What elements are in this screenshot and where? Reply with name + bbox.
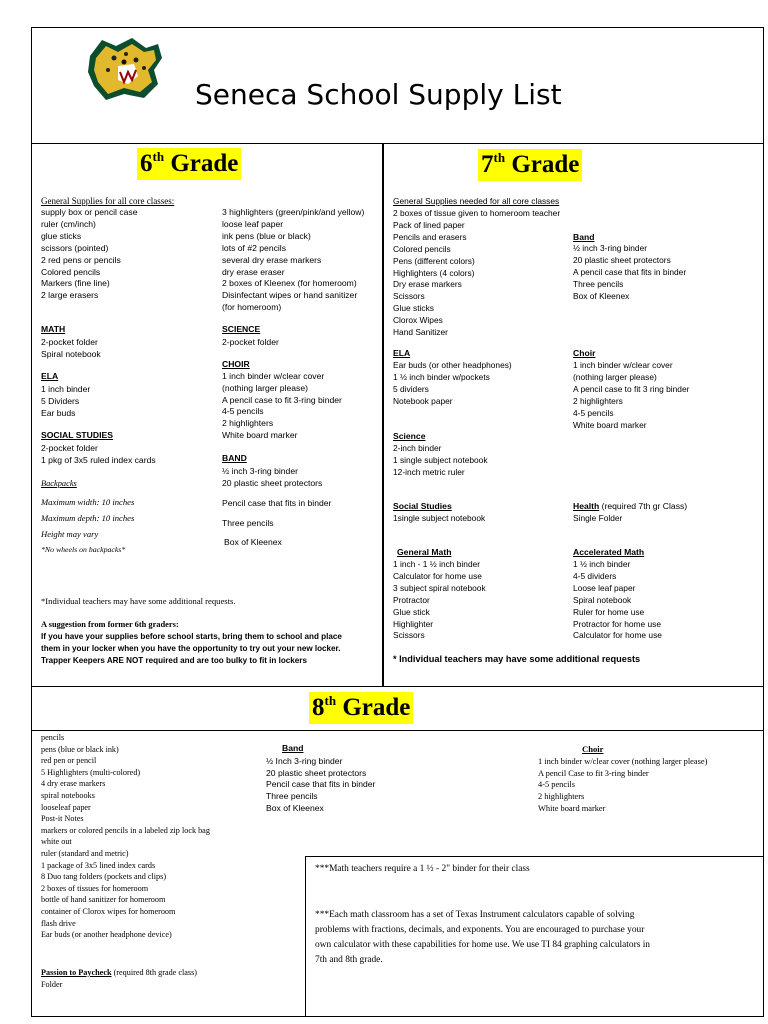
list-item: Markers (fine line)	[41, 278, 110, 289]
list-item: lots of #2 pencils	[222, 242, 287, 253]
list-item: 4-5 pencils	[538, 780, 575, 790]
sixth-grade-heading	[137, 148, 241, 180]
list-item: Pack of lined paper	[393, 219, 465, 230]
list-item: Three pencils	[573, 278, 624, 289]
sixth-suggestion-heading: A suggestion from former 6th graders:	[41, 620, 179, 629]
list-item: 2 boxes of tissues for homeroom	[41, 883, 149, 893]
sixth-choir-list	[222, 371, 342, 442]
list-item: Pencils and erasers	[393, 231, 467, 242]
list-item: pens (blue or black ink)	[41, 744, 119, 754]
sixth-band-list-2	[222, 494, 331, 553]
list-item: 1 ½ inch binder	[573, 559, 631, 569]
list-item: bottle of hand sanitizer for homeroom	[41, 895, 166, 905]
list-item: 2 boxes of Kleenex (for homeroom)	[222, 278, 357, 289]
list-item: A pencil case that fits in binder	[573, 266, 687, 277]
list-item: 1 inch binder w/clear cover (nothing larger please)	[538, 757, 708, 766]
seventh-ela-list	[393, 360, 512, 408]
eighth-band-heading: Band	[282, 743, 304, 753]
list-item: ink pens (blue or black)	[222, 230, 311, 241]
list-item: Ear buds (or other headphones)	[393, 360, 512, 370]
list-item: 20 plastic sheet protectors	[573, 254, 671, 265]
seventh-ss-list	[393, 513, 485, 525]
list-item: A pencil case to fit 3 ring binder	[573, 383, 690, 394]
list-item: (nothing larger please)	[573, 371, 657, 382]
jaguar-logo-icon	[84, 36, 164, 102]
list-item: Dry erase markers	[393, 279, 462, 290]
sixth-grade-suffix: th	[152, 149, 165, 164]
seventh-choir-list	[573, 360, 689, 431]
health-suffix: (required 7th gr Class)	[599, 501, 688, 511]
eighth-grade-number: 8	[312, 694, 325, 721]
sixth-math-heading: MATH	[41, 324, 66, 334]
list-item: looseleaf paper	[41, 802, 91, 812]
list-item: 2 large erasers	[41, 290, 99, 301]
list-item: 1 inch - 1 ½ inch binder	[393, 559, 481, 569]
list-item: 4-5 dividers	[573, 570, 617, 581]
list-item: Clorox Wipes	[393, 315, 443, 326]
health-label: Health	[573, 501, 600, 511]
list-item: 2 red pens or pencils	[41, 254, 121, 265]
seventh-health-heading	[573, 501, 687, 513]
list-item: 1 inch binder w/clear cover	[573, 360, 673, 370]
list-item: supply box or pencil case	[41, 207, 138, 217]
eighth-choir-list	[538, 756, 707, 815]
seventh-general-math-list	[393, 559, 486, 642]
sixth-teacher-note: *Individual teachers may have some additional requests.	[41, 596, 236, 606]
list-item: 8 Duo tang folders (pockets and clips)	[41, 872, 167, 882]
list-item: 20 plastic sheet protectors	[222, 478, 323, 488]
sixth-ela-list	[41, 383, 90, 419]
list-item: pencils	[41, 733, 65, 742]
sixth-ela-heading: ELA	[41, 371, 59, 381]
list-item: Spiral notebook	[41, 349, 101, 359]
seventh-choir-heading: Choir	[573, 348, 596, 358]
list-item: flash drive	[41, 918, 76, 928]
list-item: 2-inch binder	[393, 443, 442, 453]
ptp-label: Passion to Paycheck	[41, 968, 112, 977]
list-item: 3 highlighters (green/pink/and yellow)	[222, 207, 365, 217]
list-item: Hand Sanitizer	[393, 327, 448, 338]
sixth-band-heading: BAND	[222, 453, 247, 463]
list-item: Three pencils	[266, 791, 318, 802]
eighth-band-list	[266, 756, 375, 815]
sixth-general-col1	[41, 207, 138, 302]
list-item: scissors (pointed)	[41, 242, 109, 253]
page-title: Seneca School Supply List	[195, 78, 562, 111]
seventh-band-heading: Band	[573, 232, 595, 242]
list-item: Glue sticks	[393, 303, 434, 314]
seventh-grade-number: 7	[481, 151, 494, 178]
list-item: Ruler for home use	[573, 606, 645, 617]
seventh-band-list	[573, 243, 686, 303]
list-item: Height may vary	[41, 529, 99, 539]
list-item: 2-pocket folder	[222, 337, 279, 347]
list-item: Highlighters (4 colors)	[393, 267, 475, 278]
list-item: 4-5 pencils	[222, 406, 264, 417]
list-item: Ear buds (or another headphone device)	[41, 930, 172, 940]
eighth-ptp-heading	[41, 967, 197, 979]
sixth-ss-list	[41, 442, 156, 466]
text-line: own calculator with these capabilities for home use. We use TI 84 graphing calculators in	[315, 940, 650, 950]
list-item: 2 highlighters	[573, 395, 623, 406]
list-item: Colored pencils	[41, 266, 101, 277]
list-item: markers or colored pencils in a labeled zip lock bag	[41, 825, 210, 835]
text-line: If you have your supplies before school starts, bring them to school and place	[41, 632, 342, 641]
list-item: 20 plastic sheet protectors	[266, 767, 367, 778]
list-item: several dry erase markers	[222, 254, 322, 265]
list-item: 5 Highlighters (multi-colored)	[41, 767, 141, 777]
sixth-science-list	[222, 336, 279, 348]
list-item: Colored pencils	[393, 243, 451, 254]
list-item: ½ Inch 3-ring binder	[266, 756, 343, 766]
list-item: Calculator for home use	[573, 630, 662, 641]
seventh-ela-heading: ELA	[393, 348, 411, 358]
text-line: them in your locker when you have the opportunity to try out your new locker.	[41, 644, 341, 653]
text-line: ***Each math classroom has a set of Texas Instrument calculators capable of solving	[315, 910, 635, 920]
list-item: red pen or pencil	[41, 756, 97, 766]
seventh-science-heading: Science	[393, 431, 426, 441]
list-item: 5 dividers	[393, 383, 429, 394]
list-item: White board marker	[573, 419, 647, 430]
list-item: 3 subject spiral notebook	[393, 582, 486, 593]
list-item: Maximum depth: 10 inches	[41, 513, 135, 523]
list-item: 1 inch binder w/clear cover	[222, 371, 325, 381]
list-item: 2 boxes of tissue given to homeroom teacher	[393, 208, 561, 218]
list-item: Pens (different colors)	[393, 255, 475, 266]
eighth-general-list	[41, 732, 210, 941]
sixth-grade-word: Grade	[170, 150, 239, 177]
seventh-general-heading: General Supplies needed for all core classes	[393, 196, 560, 206]
list-item: spiral notebooks	[41, 790, 95, 800]
seventh-grade-heading	[478, 149, 582, 181]
list-item: dry erase eraser	[222, 266, 285, 277]
text-line: Trapper Keepers ARE NOT required and are too bulky to fit in lockers	[41, 656, 307, 665]
list-item: Disinfectant wipes or hand sanitizer	[222, 290, 358, 301]
seventh-teacher-note: * Individual teachers may have some additional requests	[393, 654, 641, 664]
seventh-science-list	[393, 443, 488, 479]
seventh-general-list	[393, 208, 560, 339]
list-item: (for homeroom)	[222, 302, 282, 313]
seventh-accelerated-math-heading: Accelerated Math	[573, 547, 645, 557]
list-item: Ear buds	[41, 408, 76, 418]
sixth-band-list	[222, 465, 322, 489]
list-item: Scissors	[393, 630, 425, 641]
list-item: Glue stick	[393, 606, 430, 617]
list-item: glue sticks	[41, 230, 82, 241]
text-line: 7th and 8th grade.	[315, 955, 383, 965]
list-item: White board marker	[222, 429, 298, 440]
eighth-grade-word: Grade	[342, 694, 411, 721]
list-item: loose leaf paper	[222, 218, 284, 229]
list-item: 4-5 pencils	[573, 407, 614, 418]
sixth-science-heading: SCIENCE	[222, 324, 261, 334]
list-item: Loose leaf paper	[573, 582, 636, 593]
list-item: 4 dry erase markers	[41, 779, 106, 789]
list-item: Single Folder	[573, 513, 623, 523]
list-item: Pencil case that fits in binder	[266, 779, 376, 790]
seventh-grade-suffix: th	[493, 150, 506, 165]
list-item: Highlighter	[393, 618, 434, 629]
eighth-ptp-list	[41, 979, 62, 991]
sixth-grade-number: 6	[140, 150, 153, 177]
list-item: 1 pkg of 3x5 ruled index cards	[41, 455, 156, 465]
sixth-suggestion-text	[41, 631, 342, 667]
list-item: (nothing larger please)	[222, 382, 308, 393]
eighth-choir-heading: Choir	[582, 744, 604, 754]
sixth-ss-heading: SOCIAL STUDIES	[41, 430, 113, 440]
list-item: Post-it Notes	[41, 814, 84, 824]
list-item: 2-pocket folder	[41, 443, 98, 453]
backpacks-list	[41, 494, 134, 558]
list-item: ½ inch 3-ring binder	[573, 243, 648, 253]
list-item: white out	[41, 837, 72, 847]
list-item: Spiral notebook	[573, 594, 632, 605]
list-item: 2 highlighters	[222, 418, 274, 429]
seventh-health-list	[573, 513, 622, 525]
ptp-suffix: (required 8th grade class)	[111, 968, 197, 977]
text-line: problems with fractions, decimals, and exponents. You are encouraged to purchase your	[315, 925, 645, 935]
list-item: 12-inch metric ruler	[393, 466, 465, 477]
list-item: Protractor for home use	[573, 618, 661, 629]
seventh-accelerated-math-list	[573, 559, 662, 642]
list-item: ruler (cm/inch)	[41, 218, 96, 229]
list-item: Protractor	[393, 594, 430, 605]
list-item: Three pencils	[222, 517, 274, 528]
list-item: A pencil Case to fit 3-ring binder	[538, 768, 649, 778]
list-item: Pencil case that fits in binder	[222, 498, 332, 508]
sixth-math-list	[41, 336, 101, 360]
list-item: Scissors	[393, 291, 425, 302]
list-item: container of Clorox wipes for homeroom	[41, 906, 176, 916]
list-item: 2-pocket folder	[41, 337, 98, 347]
list-item: Folder	[41, 980, 63, 989]
list-item: Box of Kleenex	[573, 290, 630, 301]
eighth-grade-heading	[309, 692, 413, 724]
list-item: 2 highlighters	[538, 792, 585, 802]
list-item: 1 ½ inch binder w/pockets	[393, 371, 490, 382]
sixth-general-heading: General Supplies for all core classes:	[41, 196, 175, 206]
list-item: ruler (standard and metric)	[41, 848, 129, 858]
seventh-general-math-heading: General Math	[397, 547, 452, 557]
list-item: 1 package of 3x5 lined index cards	[41, 860, 156, 870]
math-binder-note: ***Math teachers require a 1 ½ - 2" binder for their class	[315, 864, 530, 874]
list-item: Box of Kleenex	[266, 802, 324, 813]
list-item: 5 Dividers	[41, 396, 80, 406]
list-item: Notebook paper	[393, 395, 453, 406]
seventh-ss-heading: Social Studies	[393, 501, 452, 511]
eighth-grade-suffix: th	[324, 693, 337, 708]
list-item: White board marker	[538, 803, 606, 813]
list-item: A pencil case to fit 3-ring binder	[222, 394, 342, 405]
sixth-general-col2	[222, 207, 364, 314]
backpacks-heading: Backpacks	[41, 479, 77, 488]
math-calculator-note	[315, 908, 650, 968]
list-item: 1 single subject notebook	[393, 454, 488, 465]
list-item: Box of Kleenex	[224, 537, 282, 547]
list-item: ½ inch 3-ring binder	[222, 466, 298, 476]
list-item: Calculator for home use	[393, 570, 482, 581]
sixth-choir-heading: CHOIR	[222, 359, 250, 369]
list-item: 1 inch binder	[41, 384, 91, 394]
list-item: Maximum width: 10 inches	[41, 497, 135, 507]
list-item: *No wheels on backpacks*	[41, 545, 126, 554]
list-item: 1single subject notebook	[393, 513, 486, 523]
seventh-grade-word: Grade	[511, 151, 580, 178]
